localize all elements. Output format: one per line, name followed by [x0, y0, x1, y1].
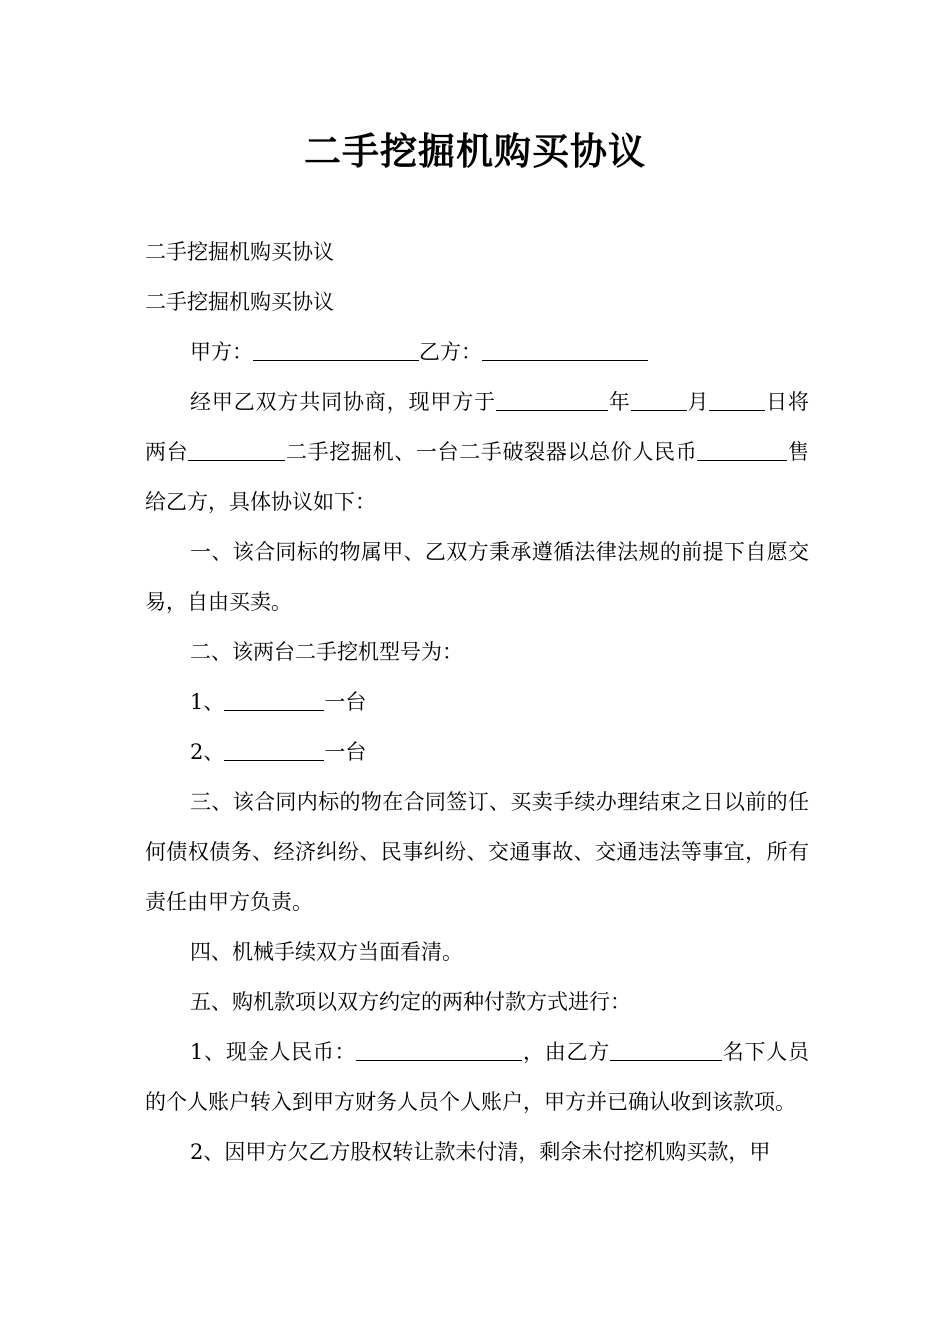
total-price-blank-b	[757, 440, 787, 461]
party-a-blank	[253, 340, 419, 361]
heading-2: 二手挖掘机购买协议	[145, 290, 334, 314]
intro-text-3: 月	[686, 390, 710, 414]
party-b-label: 乙方：	[419, 340, 482, 364]
clause-5-1-text-1: 1、现金人民币：	[190, 1040, 357, 1064]
document-body	[145, 227, 809, 1177]
item-1-suffix: 一台	[324, 690, 367, 714]
clause-5: 五、购机款项以双方约定的两种付款方式进行：	[190, 990, 631, 1014]
clause-3: 三、该合同内标的物在合同签订、买卖手续办理结束之日以前的任何债权债务、经济纠纷、民事纠纷、交通事故、交通违法等事宜，所有责任由甲方负责。	[145, 790, 809, 914]
payer-name-blank	[610, 1040, 722, 1061]
party-a-label: 甲方：	[190, 340, 253, 364]
clause-5-2: 2、因甲方欠乙方股权转让款未付清，剩余未付挖机购买款，甲	[190, 1140, 771, 1164]
item-1-model-blank	[224, 690, 324, 711]
month-blank	[631, 390, 687, 411]
document-title: 二手挖掘机购买协议	[304, 130, 646, 173]
intro-text-1: 经甲乙双方共同协商，现甲方于	[190, 390, 496, 414]
clause-1: 一、该合同标的物属甲、乙双方秉承遵循法律法规的前提下自愿交易，自由买卖。	[145, 540, 809, 614]
item-2-model-blank	[224, 740, 324, 761]
cash-amount-blank	[356, 1040, 522, 1061]
parties-line	[145, 327, 809, 377]
clause-2-item-1	[145, 677, 809, 727]
day-blank	[709, 390, 765, 411]
clause-5-1-text-3: 名下人员的个人账户转入到甲方财务人员个人账户，甲方并已确认收到该款项。	[145, 1040, 810, 1114]
intro-paragraph	[145, 377, 809, 527]
clause-4: 四、机械手续双方当面看清。	[190, 940, 463, 964]
intro-text-5: 二手挖掘机、一台二手破裂器以总价人民币	[285, 440, 698, 464]
total-price-blank-a	[697, 440, 757, 461]
clause-5-1-text-2: ，由乙方	[522, 1040, 611, 1064]
clause-2: 二、该两台二手挖机型号为：	[190, 640, 463, 664]
clause-2-item-2	[145, 727, 809, 777]
clause-5-1	[145, 1027, 809, 1127]
intro-text-6: 售给乙方，具体协议如下：	[145, 440, 810, 514]
year-blank	[496, 390, 608, 411]
intro-text-4: 日将两台	[145, 390, 810, 464]
machine-count-blank	[188, 440, 285, 461]
heading-1: 二手挖掘机购买协议	[145, 240, 334, 264]
item-2-suffix: 一台	[324, 740, 367, 764]
item-2-number: 2、	[190, 740, 225, 764]
item-1-number: 1、	[190, 690, 225, 714]
intro-text-2: 年	[607, 390, 631, 414]
party-b-blank	[482, 340, 648, 361]
